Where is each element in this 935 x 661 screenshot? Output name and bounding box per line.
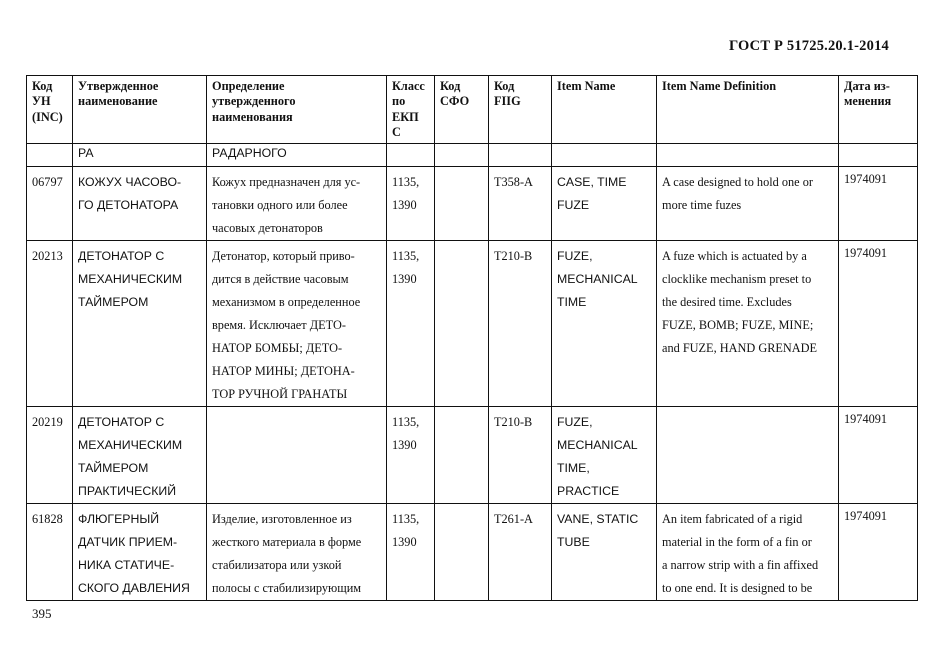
date-cell xyxy=(839,144,918,167)
cell-text-line: СКОГО ДАВЛЕНИЯ xyxy=(78,581,190,595)
item-definition-cell xyxy=(657,241,839,407)
header-line: по xyxy=(392,94,406,109)
cell-text-line: TUBE xyxy=(557,535,590,549)
name-cell xyxy=(73,407,207,504)
item-definition-column-header xyxy=(657,76,839,144)
class-cell xyxy=(387,504,435,601)
item-name-cell xyxy=(552,241,657,407)
sfo-cell xyxy=(435,167,489,241)
definition-cell xyxy=(207,504,387,601)
class-cell xyxy=(387,144,435,167)
fiig-cell xyxy=(489,167,552,241)
code-cell xyxy=(27,504,73,601)
cell-text-line: 1390 xyxy=(392,198,417,212)
cell-text: 20219 xyxy=(32,415,63,429)
cell-text: T261-A xyxy=(494,512,533,526)
name-column-header xyxy=(73,76,207,144)
header-line: Класс xyxy=(392,79,425,93)
cell-text-line: МЕХАНИЧЕСКИМ xyxy=(78,438,183,452)
cell-text-line: Изделие, изготовленное из xyxy=(212,512,352,526)
cell-text-line: to one end. It is designed to be xyxy=(662,581,813,595)
sfo-cell xyxy=(435,241,489,407)
cell-text: T358-A xyxy=(494,175,533,189)
item-definition-cell xyxy=(657,407,839,504)
cell-text-line: FUZE, xyxy=(557,415,593,429)
date-cell xyxy=(839,407,918,504)
name-cell xyxy=(73,167,207,241)
cell-text-line: полосы с стабилизирующим xyxy=(212,581,362,595)
cell-text-line: MECHANICAL xyxy=(557,272,638,286)
sfo-cell xyxy=(435,504,489,601)
cell-text-line: FUZE, BOMB; FUZE, MINE; xyxy=(662,318,814,332)
cell-text-line: CASE, TIME xyxy=(557,175,627,189)
fiig-cell xyxy=(489,144,552,167)
fiig-cell xyxy=(489,241,552,407)
cell-text-line: MECHANICAL xyxy=(557,438,638,452)
cell-text: 06797 xyxy=(32,175,63,189)
table-row xyxy=(27,407,918,504)
header-line: менения xyxy=(844,94,892,109)
cell-text: T210-B xyxy=(494,249,533,263)
header-line: С xyxy=(392,125,401,140)
cell-text-line: A fuze which is actuated by a xyxy=(662,249,807,263)
class-column-header xyxy=(387,76,435,144)
table-row xyxy=(27,167,918,241)
cell-text-line: An item fabricated of a rigid xyxy=(662,512,803,526)
name-cell xyxy=(73,504,207,601)
cell-text-line: ГО ДЕТОНАТОРА xyxy=(78,198,179,212)
header-line: ЕКП xyxy=(392,109,419,124)
cell-text-line: механизмом в определенное xyxy=(212,295,361,309)
cell-text-line: 1390 xyxy=(392,272,417,286)
cell-text-line: дится в действие часовым xyxy=(212,272,349,286)
sfo-column-header xyxy=(435,76,489,144)
cell-text: 1974091 xyxy=(844,246,888,260)
cell-text-line: material in the form of a fin or xyxy=(662,535,812,549)
code-cell xyxy=(27,144,73,167)
document-number: ГОСТ Р 51725.20.1-2014 xyxy=(728,38,889,54)
cell-text-line: 1390 xyxy=(392,438,417,452)
class-cell xyxy=(387,167,435,241)
cell-text-line: Детонатор, который приво- xyxy=(212,249,355,263)
cell-text-line: 1135, xyxy=(392,512,420,526)
cell-text: 1974091 xyxy=(844,412,888,426)
header-line: наименование xyxy=(78,94,158,109)
cell-text-line: 1135, xyxy=(392,415,420,429)
cell-text-line: жесткого материала в форме xyxy=(212,535,362,549)
date-cell xyxy=(839,167,918,241)
cell-text: 1974091 xyxy=(844,172,888,186)
header-line: Код xyxy=(494,79,515,93)
cell-text-line: TIME xyxy=(557,295,587,309)
name-cell xyxy=(73,241,207,407)
cell-text: 1974091 xyxy=(844,509,888,523)
cell-text-line: РАДАРНОГО xyxy=(212,146,287,160)
header-line: утвержденного xyxy=(212,94,296,109)
code-cell xyxy=(27,241,73,407)
code-cell xyxy=(27,407,73,504)
header-line: наименования xyxy=(212,109,293,124)
table-row-continuation xyxy=(27,144,918,167)
sfo-cell xyxy=(435,144,489,167)
cell-text-line: ПРАКТИЧЕСКИЙ xyxy=(78,484,177,498)
cell-text-line: the desired time. Excludes xyxy=(662,295,792,309)
name-cell xyxy=(73,144,207,167)
table-header-row xyxy=(27,76,918,144)
classification-table xyxy=(26,75,918,601)
cell-text-line: НАТОР БОМБЫ; ДЕТО- xyxy=(212,341,343,355)
cell-text-line: PRACTICE xyxy=(557,484,620,498)
header-line: Дата из- xyxy=(844,79,890,93)
definition-cell xyxy=(207,167,387,241)
cell-text-line: FUZE xyxy=(557,198,590,212)
cell-text-line: ТАЙМЕРОМ xyxy=(78,295,149,309)
cell-text-line: НАТОР МИНЫ; ДЕТОНА- xyxy=(212,364,355,378)
cell-text-line: ТОР РУЧНОЙ ГРАНАТЫ xyxy=(212,387,348,401)
item-name-column-header xyxy=(552,76,657,144)
cell-text-line: МЕХАНИЧЕСКИМ xyxy=(78,272,183,286)
item-name-cell xyxy=(552,167,657,241)
cell-text-line: ФЛЮГЕРНЫЙ xyxy=(78,512,160,526)
definition-cell xyxy=(207,144,387,167)
cell-text-line: clocklike mechanism preset to xyxy=(662,272,812,286)
header-line: Код xyxy=(440,79,461,93)
table-row xyxy=(27,504,918,601)
date-cell xyxy=(839,504,918,601)
fiig-cell xyxy=(489,407,552,504)
cell-text-line: Кожух предназначен для ус- xyxy=(212,175,361,189)
cell-text-line: A case designed to hold one or xyxy=(662,175,813,189)
header-line: (INC) xyxy=(32,109,63,124)
cell-text-line: КОЖУХ ЧАСОВО- xyxy=(78,175,182,189)
cell-text-line: VANE, STATIC xyxy=(557,512,639,526)
cell-text-line: время. Исключает ДЕТО- xyxy=(212,318,346,332)
header-line: Определение xyxy=(212,79,285,93)
cell-text-line: a narrow strip with a fin affixed xyxy=(662,558,819,572)
date-cell xyxy=(839,241,918,407)
cell-text-line: РА xyxy=(78,146,94,160)
cell-text-line: 1135, xyxy=(392,249,420,263)
header-line: Код xyxy=(32,79,53,93)
class-cell xyxy=(387,241,435,407)
cell-text-line: ДЕТОНАТОР С xyxy=(78,415,165,429)
fiig-cell xyxy=(489,504,552,601)
page-number: 395 xyxy=(32,606,52,621)
date-column-header xyxy=(839,76,918,144)
item-definition-cell xyxy=(657,504,839,601)
definition-cell xyxy=(207,407,387,504)
code-cell xyxy=(27,167,73,241)
cell-text-line: тановки одного или более xyxy=(212,198,348,212)
definition-column-header xyxy=(207,76,387,144)
item-definition-cell xyxy=(657,167,839,241)
cell-text-line: FUZE, xyxy=(557,249,593,263)
cell-text-line: ДЕТОНАТОР С xyxy=(78,249,165,263)
cell-text: 61828 xyxy=(32,512,63,526)
item-name-cell xyxy=(552,144,657,167)
table-row xyxy=(27,241,918,407)
cell-text-line: and FUZE, HAND GRENADE xyxy=(662,341,818,355)
cell-text-line: 1390 xyxy=(392,535,417,549)
header-line: УН xyxy=(32,94,51,109)
fiig-column-header xyxy=(489,76,552,144)
header-line: Утвержденное xyxy=(78,79,159,93)
cell-text-line: часовых детонаторов xyxy=(212,221,323,235)
definition-cell xyxy=(207,241,387,407)
cell-text-line: стабилизатора или узкой xyxy=(212,558,342,572)
item-definition-cell xyxy=(657,144,839,167)
header-line: Item Name xyxy=(557,79,616,93)
cell-text-line: more time fuzes xyxy=(662,198,742,212)
cell-text: 20213 xyxy=(32,249,63,263)
cell-text-line: 1135, xyxy=(392,175,420,189)
item-name-cell xyxy=(552,504,657,601)
cell-text: T210-B xyxy=(494,415,533,429)
class-cell xyxy=(387,407,435,504)
cell-text-line: ДАТЧИК ПРИЕМ- xyxy=(78,535,178,549)
sfo-cell xyxy=(435,407,489,504)
cell-text-line: TIME, xyxy=(557,461,590,475)
cell-text-line: ТАЙМЕРОМ xyxy=(78,461,149,475)
header-line: Item Name Definition xyxy=(662,79,777,93)
item-name-cell xyxy=(552,407,657,504)
cell-text-line: НИКА СТАТИЧЕ- xyxy=(78,558,175,572)
header-line: FIIG xyxy=(494,94,521,109)
code-column-header xyxy=(27,76,73,144)
header-line: СФО xyxy=(440,94,470,109)
